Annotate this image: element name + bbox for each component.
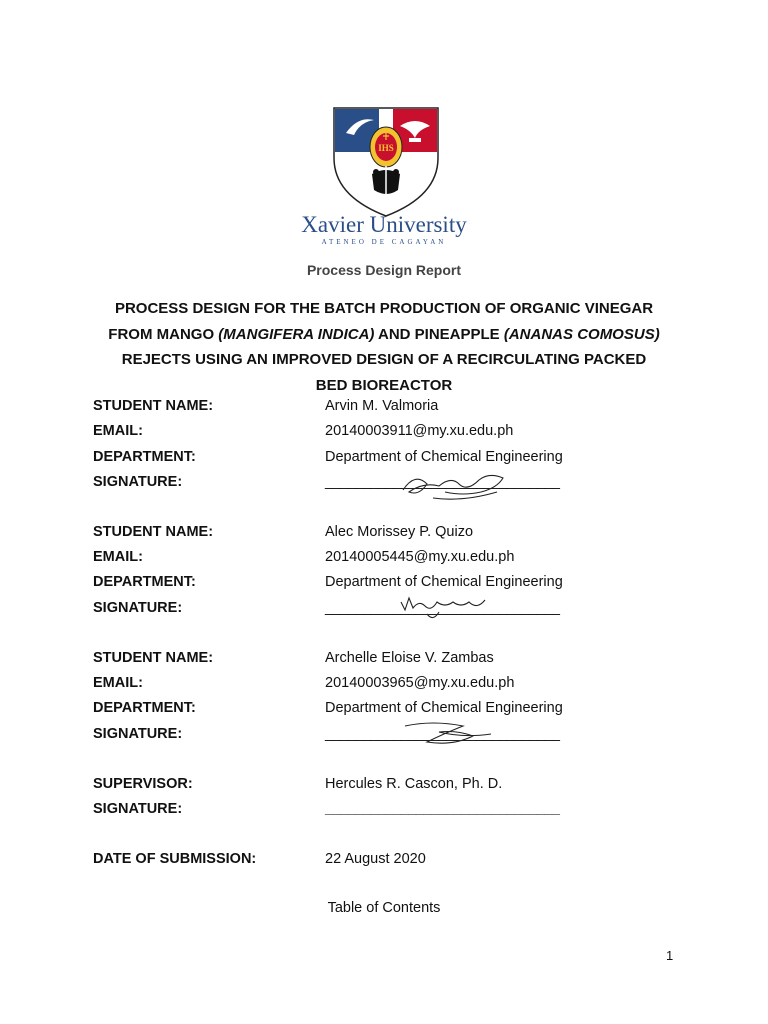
supervisor-label: SUPERVISOR:: [93, 776, 193, 792]
submission-date-row: [93, 851, 693, 873]
supervisor-name-row: [93, 776, 693, 798]
student-name-label: STUDENT NAME:: [93, 650, 214, 666]
student-name-value: Archelle Eloise V. Zambas: [325, 650, 494, 666]
department-label: DEPARTMENT:: [93, 449, 196, 465]
email-value: 20140003911@my.xu.edu.ph: [325, 423, 514, 439]
student-2-name-row: [93, 524, 693, 546]
signature-label: SIGNATURE:: [93, 474, 183, 490]
student-name-label: STUDENT NAME:: [93, 524, 214, 540]
page-number: 1: [666, 948, 674, 963]
handwritten-signature-icon: [393, 590, 513, 624]
student-name-value: Arvin M. Valmoria: [325, 398, 439, 414]
university-subtitle: ATENEO DE CAGAYAN: [321, 238, 447, 246]
student-3-signature-row: [93, 726, 693, 748]
student-3-email-row: [93, 675, 693, 697]
student-1-email-row: [93, 423, 693, 445]
title-line-2-mid: AND PINEAPPLE: [374, 325, 504, 343]
email-value: 20140005445@my.xu.edu.ph: [325, 549, 515, 565]
handwritten-signature-icon: [393, 462, 513, 506]
signature-label: SIGNATURE:: [93, 801, 183, 817]
department-label: DEPARTMENT:: [93, 700, 196, 716]
student-2-signature-row: [93, 600, 693, 622]
report-type-label: Process Design Report: [306, 262, 462, 278]
student-name-label: STUDENT NAME:: [93, 398, 214, 414]
handwritten-signature-icon: [393, 712, 513, 752]
signature-line: _______________________________: [325, 726, 560, 742]
department-value: Department of Chemical Engineering: [325, 574, 563, 590]
report-title: [84, 296, 684, 398]
title-line-2-pre: FROM MANGO: [108, 325, 219, 343]
title-line-4: BED BIOREACTOR: [315, 376, 453, 394]
title-line-1: PROCESS DESIGN FOR THE BATCH PRODUCTION OF ORGANIC VINEGAR: [114, 300, 654, 317]
student-1-signature-row: [93, 474, 693, 496]
email-label: EMAIL:: [93, 423, 143, 439]
supervisor-signature-row: [93, 801, 693, 823]
signature-label: SIGNATURE:: [93, 726, 183, 742]
email-label: EMAIL:: [93, 549, 143, 565]
signature-line: _______________________________: [325, 474, 560, 490]
student-1-name-row: [93, 398, 693, 420]
student-3-name-row: [93, 650, 693, 672]
svg-text:IHS: IHS: [378, 143, 394, 153]
department-value: Department of Chemical Engineering: [325, 449, 563, 465]
university-name: Xavier University: [301, 212, 467, 237]
email-value: 20140003965@my.xu.edu.ph: [325, 675, 515, 691]
submission-date: 22 August 2020: [325, 851, 426, 867]
title-line-2-italic-2: (ANANAS COMOSUS): [503, 325, 660, 343]
table-of-contents-heading: Table of Contents: [327, 900, 441, 916]
email-label: EMAIL:: [93, 675, 143, 691]
student-2-email-row: [93, 549, 693, 571]
title-line-2-italic-1: (MANGIFERA INDICA): [218, 325, 375, 343]
student-name-value: Alec Morissey P. Quizo: [325, 524, 474, 540]
department-label: DEPARTMENT:: [93, 574, 196, 590]
supervisor-name: Hercules R. Cascon, Ph. D.: [325, 776, 503, 792]
date-of-submission-label: DATE OF SUBMISSION:: [93, 851, 257, 867]
department-value: Department of Chemical Engineering: [325, 700, 563, 716]
title-line-2: [84, 322, 684, 348]
signature-line: _______________________________: [325, 600, 560, 616]
signature-label: SIGNATURE:: [93, 600, 183, 616]
signature-line: _______________________________: [325, 801, 560, 817]
title-line-3: REJECTS USING AN IMPROVED DESIGN OF A RECIRCULATING PACKED: [121, 351, 647, 368]
